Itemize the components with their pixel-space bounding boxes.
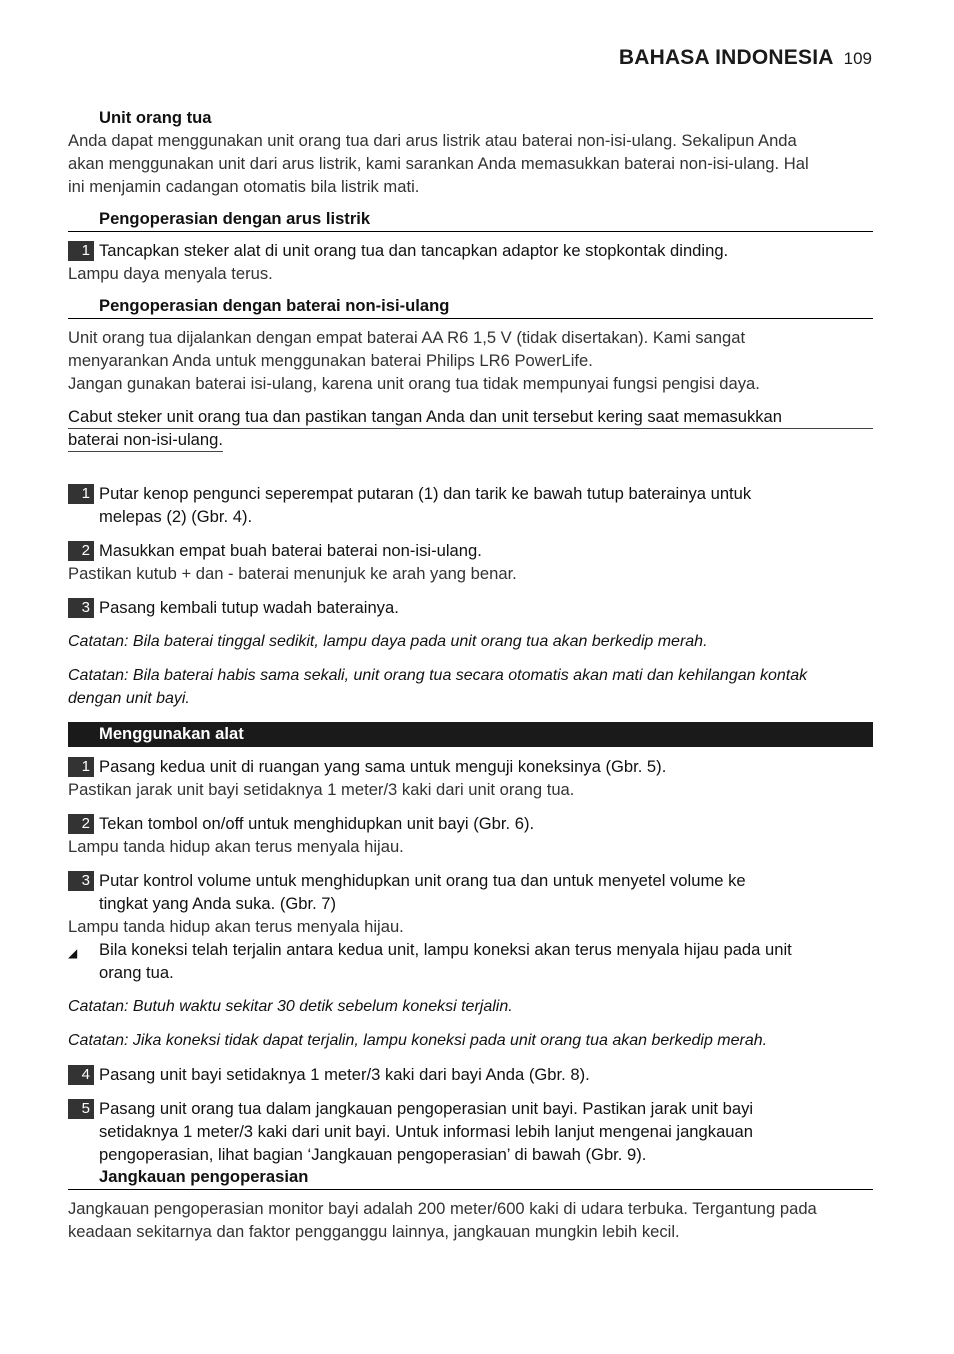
section-heading-mains: Pengoperasian dengan arus listrik <box>68 208 873 232</box>
step-number: 3 <box>68 598 94 618</box>
paragraph-line: Jangkauan pengoperasian monitor bayi adalah 200 meter/600 kaki di udara terbuka. Tergantung pada <box>68 1199 817 1218</box>
note: Catatan: Butuh waktu sekitar 30 detik sebelum koneksi terjalin. <box>68 998 513 1015</box>
step-text: pengoperasian, lihat bagian ‘Jangkauan pengoperasian’ di bawah (Gbr. 9). <box>99 1145 647 1164</box>
step-text: Tekan tombol on/off untuk menghidupkan unit bayi (Gbr. 6). <box>99 814 535 833</box>
step-text: Pasang kembali tutup wadah baterainya. <box>99 598 399 617</box>
paragraph-line: menyarankan Anda untuk menggunakan baterai Philips LR6 PowerLife. <box>68 351 593 370</box>
paragraph-line: Anda dapat menggunakan unit orang tua dari arus listrik atau baterai non-isi-ulang. Sekalipun Anda <box>68 131 797 150</box>
note: Catatan: Bila baterai tinggal sedikit, lampu daya pada unit orang tua akan berkedip merah. <box>68 633 708 650</box>
page-header <box>619 46 872 70</box>
note: Catatan: Jika koneksi tidak dapat terjalin, lampu koneksi pada unit orang tua akan berkedip merah. <box>68 1032 768 1049</box>
step-text: melepas (2) (Gbr. 4). <box>99 507 253 526</box>
step-text: Masukkan empat buah baterai baterai non-isi-ulang. <box>99 541 482 560</box>
step-number: 1 <box>68 484 94 504</box>
paragraph-line: ini menjamin cadangan otomatis bila listrik mati. <box>68 177 420 196</box>
step-result: Lampu daya menyala terus. <box>68 264 273 283</box>
step-result: Lampu tanda hidup akan terus menyala hijau. <box>68 917 404 936</box>
step-text: Tancapkan steker alat di unit orang tua dan tancapkan adaptor ke stopkontak dinding. <box>99 241 729 260</box>
step-text: Pasang unit orang tua dalam jangkauan pengoperasian unit bayi. Pastikan jarak unit bayi <box>99 1099 754 1118</box>
warning-line: baterai non-isi-ulang. <box>68 429 223 452</box>
bullet-text: orang tua. <box>99 963 174 982</box>
step-item <box>68 755 873 778</box>
step-number: 3 <box>68 871 94 891</box>
step-item <box>68 1097 873 1166</box>
step-number: 1 <box>68 757 94 777</box>
step-number: 1 <box>68 241 94 261</box>
step-text: Putar kontrol volume untuk menghidupkan unit orang tua dan untuk menyetel volume ke <box>99 871 746 890</box>
note-line: Catatan: Bila baterai habis sama sekali, unit orang tua secara otomatis akan mati dan kehilangan kontak <box>68 667 808 684</box>
step-text: Pasang unit bayi setidaknya 1 meter/3 kaki dari bayi Anda (Gbr. 8). <box>99 1065 590 1084</box>
step-item <box>68 596 873 619</box>
section-heading-using: Menggunakan alat <box>68 722 873 747</box>
warning-text <box>68 406 873 452</box>
paragraph-line: keadaan sekitarnya dan faktor pengganggu lainnya, jangkauan mungkin lebih kecil. <box>68 1222 680 1241</box>
step-number: 2 <box>68 814 94 834</box>
step-result: Pastikan jarak unit bayi setidaknya 1 meter/3 kaki dari unit orang tua. <box>68 780 575 799</box>
page-content <box>68 106 873 1243</box>
step-item <box>68 539 873 562</box>
bullet-arrow-icon: ◢ <box>68 946 78 960</box>
step-number: 5 <box>68 1099 94 1119</box>
paragraph-line: akan menggunakan unit dari arus listrik, kami sarankan Anda memasukkan baterai non-isi-ulang. Hal <box>68 154 809 173</box>
step-number: 2 <box>68 541 94 561</box>
step-item <box>68 812 873 835</box>
step-number: 4 <box>68 1065 94 1085</box>
step-result: Pastikan kutub + dan - baterai menunjuk ke arah yang benar. <box>68 564 517 583</box>
paragraph-line: Unit orang tua dijalankan dengan empat baterai AA R6 1,5 V (tidak disertakan). Kami sangat <box>68 328 746 347</box>
warning-line: Cabut steker unit orang tua dan pastikan tangan Anda dan unit tersebut kering saat memasukkan <box>68 406 873 429</box>
step-text: Putar kenop pengunci seperempat putaran (1) dan tarik ke bawah tutup baterainya untuk <box>99 484 752 503</box>
step-item <box>68 239 873 262</box>
section-title-parent-unit: Unit orang tua <box>99 108 212 127</box>
page-number: 109 <box>843 49 872 68</box>
step-result: Lampu tanda hidup akan terus menyala hijau. <box>68 837 404 856</box>
bullet-item <box>68 938 873 984</box>
step-text: setidaknya 1 meter/3 kaki dari unit bayi. Untuk informasi lebih lanjut mengenai jangkauan <box>99 1122 753 1141</box>
note-line: dengan unit bayi. <box>68 690 190 707</box>
language-title: BAHASA INDONESIA <box>618 46 834 69</box>
bullet-text: Bila koneksi telah terjalin antara kedua unit, lampu koneksi akan terus menyala hijau pada unit <box>99 940 792 959</box>
step-item <box>68 869 873 915</box>
section-heading-battery: Pengoperasian dengan baterai non-isi-ulang <box>68 295 873 319</box>
section-heading-range: Jangkauan pengoperasian <box>68 1166 873 1190</box>
step-item <box>68 482 873 528</box>
paragraph-line: Jangan gunakan baterai isi-ulang, karena unit orang tua tidak mempunyai fungsi pengisi daya. <box>68 374 760 393</box>
step-text: tingkat yang Anda suka. (Gbr. 7) <box>99 894 337 913</box>
step-item <box>68 1063 873 1086</box>
step-text: Pasang kedua unit di ruangan yang sama untuk menguji koneksinya (Gbr. 5). <box>99 757 667 776</box>
